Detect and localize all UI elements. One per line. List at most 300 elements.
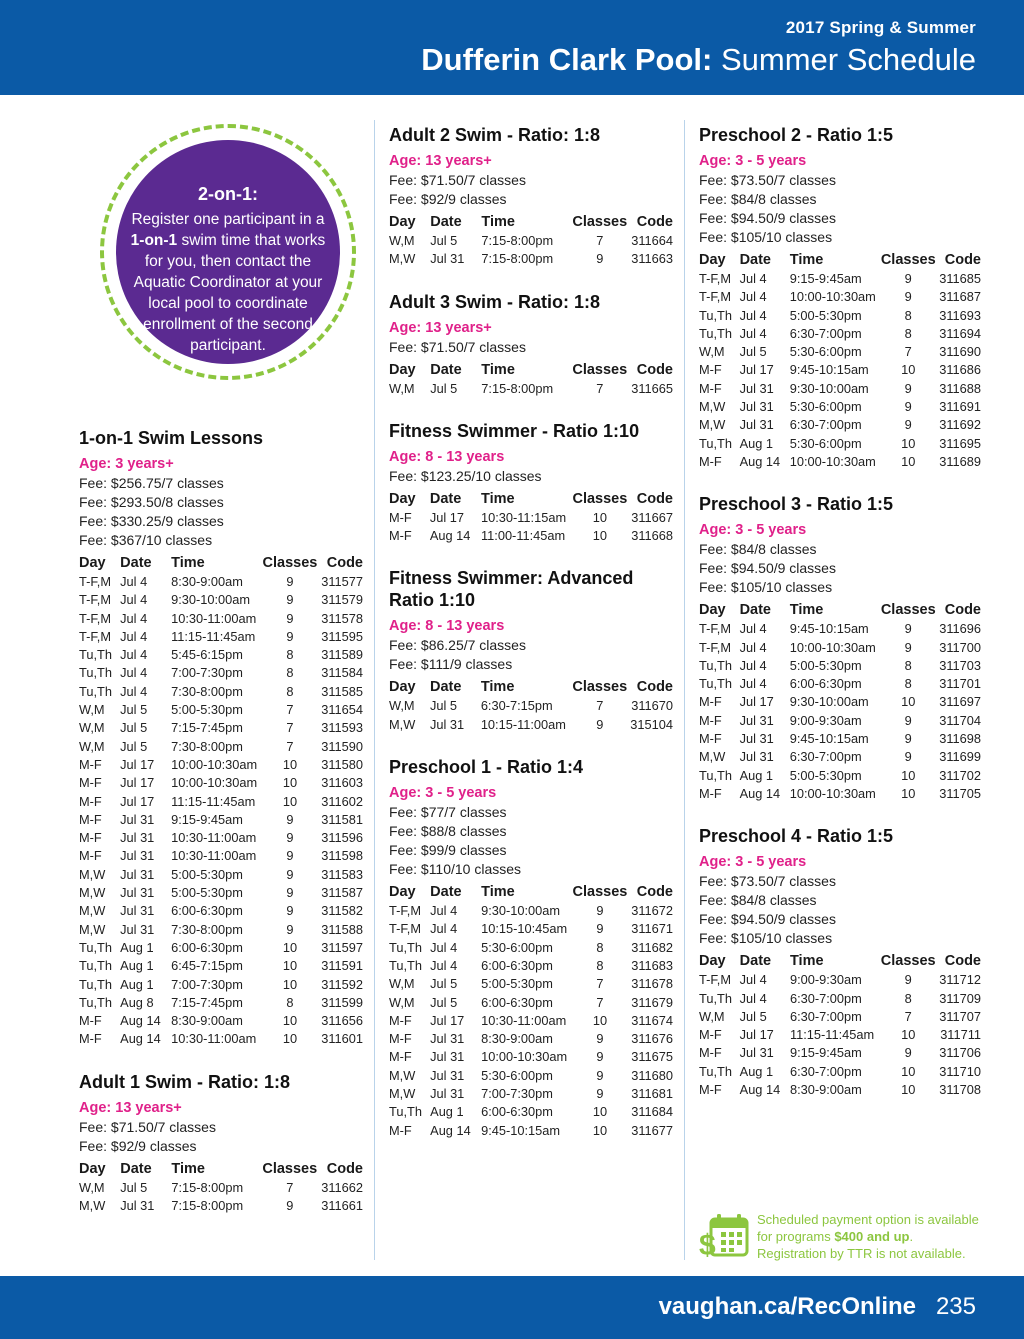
- table-header-row: [79, 1160, 363, 1179]
- cell-code: 311596: [321, 830, 363, 846]
- cell-code: 311696: [939, 621, 981, 637]
- fee-line: Fee: $94.50/9 classes: [699, 911, 836, 928]
- cell-code: 311602: [321, 793, 363, 809]
- table-row: [389, 509, 673, 527]
- table-row: [699, 1081, 981, 1099]
- table-row: [699, 639, 981, 657]
- header-day: Day: [699, 252, 726, 268]
- age-range: Age: 3 years+: [79, 456, 174, 472]
- cell-day: T-F,M: [699, 639, 731, 655]
- cell-time: 10:30-11:00am: [171, 830, 257, 846]
- cell-date: Jul 17: [120, 793, 155, 809]
- cell-day: M-F: [699, 1045, 722, 1061]
- badge-text-bold: 1-on-1: [130, 232, 178, 249]
- header-time: Time: [480, 490, 515, 507]
- cell-classes: 8: [904, 307, 912, 323]
- cell-code: 311582: [321, 903, 363, 919]
- table-row: [79, 921, 363, 939]
- table-row: [79, 738, 363, 756]
- cell-day: Tu,Th: [389, 1104, 422, 1120]
- schedule-table: [699, 601, 981, 803]
- table-row: [79, 902, 363, 920]
- cell-time: 9:30-10:00am: [171, 592, 251, 608]
- column-divider-2: [684, 120, 685, 1260]
- cell-day: Tu,Th: [699, 767, 732, 783]
- age-range: Age: 8 - 13 years: [389, 448, 505, 465]
- cell-classes: 10: [282, 793, 298, 809]
- cell-code: 311705: [939, 785, 981, 801]
- cell-classes: 9: [904, 399, 912, 415]
- cell-code: 311583: [321, 866, 363, 882]
- table-row: [699, 785, 981, 803]
- cell-classes: 9: [904, 1045, 912, 1061]
- cell-code: 311590: [321, 738, 363, 754]
- cell-date: Jul 17: [120, 775, 155, 791]
- cell-date: Jul 4: [430, 903, 458, 919]
- header-day: Day: [699, 953, 726, 970]
- program-section: [79, 1071, 363, 1216]
- cell-time: 7:15-7:45pm: [171, 720, 243, 736]
- cell-time: 7:15-8:00pm: [481, 233, 554, 248]
- schedule-table: [79, 554, 363, 1049]
- cell-day: M-F: [79, 775, 102, 791]
- cell-time: 7:15-8:00pm: [481, 380, 554, 396]
- cell-code: 311598: [321, 848, 363, 864]
- cell-classes: 8: [286, 647, 294, 663]
- header-code: Code: [636, 679, 673, 696]
- cell-date: Jul 31: [429, 716, 465, 732]
- cell-day: Tu,Th: [79, 683, 112, 699]
- cell-time: 6:45-7:15pm: [171, 958, 243, 974]
- cell-time: 9:00-9:30am: [789, 972, 862, 988]
- cell-day: Tu,Th: [79, 647, 112, 663]
- cell-code: 311599: [321, 994, 363, 1010]
- age-range: Age: 13 years+: [79, 1099, 182, 1116]
- cell-date: Jul 31: [120, 866, 155, 882]
- cell-date: Jul 31: [430, 1049, 465, 1065]
- cell-day: M-F: [699, 785, 722, 801]
- table-row: [699, 730, 981, 748]
- cell-date: Jul 4: [430, 957, 458, 973]
- cell-date: Jul 4: [739, 657, 767, 673]
- cell-date: Jul 5: [120, 738, 148, 754]
- cell-classes: 9: [596, 921, 604, 937]
- fee-line: Fee: $86.25/7 classes: [389, 637, 526, 654]
- cell-code: 311665: [631, 380, 673, 396]
- table-row: [389, 994, 673, 1012]
- cell-code: 311597: [321, 939, 363, 955]
- table-row: [79, 1179, 363, 1197]
- cell-day: M,W: [389, 1086, 416, 1102]
- table-row: [79, 701, 363, 719]
- cell-time: 5:30-6:00pm: [481, 939, 553, 955]
- cell-classes: 9: [286, 921, 294, 937]
- cell-classes: 9: [904, 289, 912, 305]
- age-range: Age: 3 - 5 years: [699, 854, 807, 871]
- cell-code: 311601: [321, 1031, 363, 1047]
- cell-date: Aug 14: [430, 1122, 471, 1138]
- header-code: Code: [326, 1160, 363, 1177]
- cell-date: Jul 5: [430, 994, 458, 1010]
- header-classes: Classes: [880, 953, 936, 970]
- cell-day: T-F,M: [699, 972, 731, 988]
- cell-day: W,M: [79, 738, 105, 754]
- table-row: [699, 361, 981, 379]
- badge-text-2: swim time that works for you, then contact the Aquatic Coordinator at your local pool to coordinate enrollment of the second participant.: [133, 232, 326, 354]
- fee-line: Fee: $330.25/9 classes: [79, 513, 224, 529]
- cell-day: M-F: [699, 1027, 722, 1043]
- page-header: [0, 0, 1024, 95]
- cell-date: Jul 4: [739, 271, 767, 286]
- cell-day: Tu,Th: [389, 939, 422, 955]
- cell-day: M-F: [79, 848, 102, 864]
- cell-date: Aug 8: [120, 994, 154, 1010]
- cell-classes: 10: [901, 453, 916, 469]
- table-row: [389, 939, 673, 957]
- cell-date: Jul 4: [739, 676, 767, 692]
- cell-time: 10:30-11:15am: [480, 509, 567, 525]
- cell-day: M,W: [79, 866, 106, 882]
- cell-classes: 8: [286, 994, 294, 1010]
- cell-code: 311654: [321, 702, 363, 718]
- cell-code: 311688: [939, 380, 981, 396]
- section-title: Adult 2 Swim - Ratio: 1:8: [389, 125, 601, 145]
- table-row: [79, 664, 363, 682]
- cell-time: 6:00-6:30pm: [481, 1104, 553, 1120]
- column-middle: [389, 124, 673, 1162]
- cell-date: Jul 4: [739, 621, 767, 637]
- age-range: Age: 3 - 5 years: [699, 153, 807, 169]
- header-code: Code: [944, 602, 981, 619]
- cell-date: Aug 14: [739, 785, 781, 801]
- cell-classes: 7: [596, 233, 604, 248]
- cell-day: M-F: [389, 1031, 412, 1047]
- age-range: Age: 3 - 5 years: [699, 522, 807, 539]
- fee-line: Fee: $92/9 classes: [389, 191, 507, 207]
- cell-classes: 10: [282, 939, 298, 955]
- cell-classes: 10: [901, 362, 916, 378]
- header-date: Date: [120, 1160, 152, 1177]
- svg-text:$: $: [699, 1229, 716, 1259]
- table-row: [79, 939, 363, 957]
- badge-body: [116, 209, 340, 356]
- cell-day: M,W: [79, 885, 106, 901]
- cell-date: Jul 31: [120, 903, 155, 919]
- cell-date: Jul 4: [120, 610, 148, 626]
- fee-line: Fee: $71.50/7 classes: [389, 338, 526, 355]
- cell-classes: 9: [286, 811, 294, 827]
- schedule-table: [389, 678, 673, 734]
- page-title: [421, 42, 976, 78]
- cell-time: 6:00-6:30pm: [171, 903, 243, 919]
- cell-day: M-F: [79, 811, 102, 827]
- cell-time: 5:30-6:00pm: [481, 1067, 553, 1083]
- cell-day: T-F,M: [79, 610, 111, 626]
- cell-time: 7:30-8:00pm: [171, 683, 243, 699]
- table-row: [79, 591, 363, 609]
- cell-classes: 10: [901, 1027, 916, 1043]
- cell-day: M-F: [699, 362, 722, 378]
- cell-date: Jul 4: [739, 972, 767, 988]
- cell-day: M-F: [699, 731, 722, 747]
- cell-classes: 8: [596, 957, 604, 973]
- cell-classes: 10: [592, 1104, 608, 1120]
- header-classes: Classes: [880, 252, 936, 268]
- program-section: [389, 124, 673, 269]
- cell-date: Aug 14: [739, 453, 781, 469]
- fee-line: Fee: $71.50/7 classes: [79, 1118, 216, 1135]
- cell-time: 7:00-7:30pm: [171, 976, 243, 992]
- cell-date: Aug 14: [739, 1082, 781, 1098]
- cell-time: 5:00-5:30pm: [171, 702, 243, 718]
- cell-day: M-F: [389, 1122, 412, 1138]
- cell-day: M-F: [389, 509, 412, 525]
- cell-day: W,M: [79, 702, 105, 718]
- table-row: [389, 1103, 673, 1121]
- cell-code: 311689: [939, 453, 981, 469]
- cell-classes: 7: [596, 976, 604, 992]
- fee-line: Fee: $293.50/8 classes: [79, 494, 224, 510]
- cell-day: M-F: [699, 380, 722, 396]
- header-classes: Classes: [572, 884, 628, 901]
- cell-date: Jul 4: [120, 574, 148, 589]
- cell-day: Tu,Th: [79, 994, 112, 1010]
- cell-day: T-F,M: [389, 921, 421, 937]
- cell-date: Aug 14: [120, 1031, 161, 1047]
- cell-day: M-F: [699, 712, 722, 728]
- cell-code: 311690: [939, 344, 981, 360]
- cell-code: 311595: [321, 628, 363, 644]
- table-row: [699, 435, 981, 453]
- cell-date: Aug 1: [120, 958, 154, 974]
- cell-date: Jul 5: [430, 380, 458, 396]
- cell-time: 7:15-8:00pm: [171, 1198, 244, 1214]
- column-right: [699, 124, 981, 1121]
- cell-code: 311676: [631, 1031, 673, 1047]
- cell-code: 311711: [940, 1027, 981, 1043]
- cell-code: 311577: [321, 574, 363, 589]
- cell-classes: 8: [904, 676, 912, 692]
- cell-classes: 9: [596, 716, 604, 732]
- cell-code: 311661: [321, 1198, 363, 1214]
- cell-day: M,W: [389, 251, 416, 267]
- table-row: [389, 697, 673, 715]
- cell-day: M,W: [699, 399, 726, 415]
- cell-code: 315104: [630, 716, 673, 732]
- table-row: [389, 1012, 673, 1030]
- cell-code: 311667: [631, 509, 673, 525]
- cell-classes: 9: [286, 574, 294, 589]
- section-title: Adult 3 Swim - Ratio: 1:8: [389, 291, 601, 312]
- page-number: 235: [935, 1293, 976, 1320]
- header-time: Time: [789, 252, 824, 268]
- cell-date: Jul 4: [120, 592, 148, 608]
- program-section: [699, 124, 981, 471]
- cell-code: 311699: [939, 749, 981, 765]
- cell-date: Aug 1: [739, 1063, 774, 1079]
- cell-day: M-F: [79, 1031, 102, 1047]
- cell-time: 11:00-11:45am: [480, 528, 566, 544]
- header-date: Date: [120, 555, 152, 571]
- cell-code: 311706: [939, 1045, 981, 1061]
- cell-date: Jul 31: [120, 1198, 155, 1214]
- table-header-row: [79, 554, 363, 573]
- cell-classes: 10: [282, 1013, 298, 1029]
- cell-time: 9:00-9:30am: [789, 712, 862, 728]
- cell-classes: 10: [282, 775, 298, 791]
- table-row: [389, 1067, 673, 1085]
- header-classes: Classes: [572, 490, 628, 507]
- header-day: Day: [79, 555, 106, 571]
- payment-note-text: [757, 1211, 979, 1262]
- cell-code: 311687: [939, 289, 981, 305]
- header-day: Day: [389, 490, 416, 507]
- table-row: [79, 683, 363, 701]
- table-row: [699, 675, 981, 693]
- cell-time: 6:30-7:15pm: [480, 698, 553, 714]
- table-row: [389, 527, 673, 545]
- cell-time: 7:00-7:30pm: [171, 665, 243, 681]
- badge-text-1: Register one participant in a: [131, 211, 325, 228]
- cell-code: 311701: [939, 676, 981, 692]
- schedule-table: [389, 213, 673, 269]
- program-section: [699, 493, 981, 803]
- table-row: [79, 628, 363, 646]
- table-row: [79, 976, 363, 994]
- fee-line: Fee: $123.25/10 classes: [389, 467, 542, 484]
- cell-code: 311662: [321, 1179, 363, 1195]
- column-divider-1: [374, 120, 375, 1260]
- fee-line: Fee: $256.75/7 classes: [79, 475, 224, 491]
- cell-day: M-F: [389, 1012, 412, 1028]
- cell-date: Jul 5: [739, 344, 767, 360]
- cell-code: 311592: [321, 976, 363, 992]
- program-section: [389, 291, 673, 398]
- cell-time: 5:45-6:15pm: [171, 647, 243, 663]
- header-date: Date: [429, 679, 462, 696]
- cell-classes: 10: [592, 1122, 608, 1138]
- cell-classes: 10: [282, 756, 298, 772]
- program-section: [79, 427, 363, 1049]
- header-classes: Classes: [262, 555, 318, 571]
- table-row: [699, 620, 981, 638]
- table-row: [389, 920, 673, 938]
- cell-date: Jul 4: [739, 639, 767, 655]
- cell-date: Jul 31: [430, 1031, 465, 1047]
- cell-code: 311585: [321, 683, 363, 699]
- cell-code: 311702: [939, 767, 981, 783]
- cell-code: 311692: [939, 417, 981, 433]
- cell-day: M-F: [79, 830, 102, 846]
- cell-date: Jul 4: [120, 683, 148, 699]
- cell-date: Jul 5: [120, 720, 148, 736]
- cell-date: Jul 31: [430, 1067, 465, 1083]
- cell-code: 311707: [939, 1008, 981, 1024]
- cell-date: Jul 4: [120, 665, 148, 681]
- cell-code: 311579: [321, 592, 363, 608]
- cell-time: 10:00-10:30am: [481, 1049, 568, 1065]
- header-time: Time: [481, 361, 515, 378]
- cell-code: 311578: [321, 610, 363, 626]
- age-range: Age: 8 - 13 years: [389, 618, 505, 635]
- table-header-row: [389, 213, 673, 232]
- cell-classes: 10: [282, 958, 298, 974]
- table-header-row: [699, 952, 981, 971]
- header-classes: Classes: [572, 679, 628, 696]
- cell-time: 6:00-6:30pm: [481, 994, 553, 1010]
- cell-code: 311670: [631, 698, 673, 714]
- cell-classes: 10: [592, 1012, 608, 1028]
- cell-classes: 8: [904, 990, 912, 1006]
- cell-code: 311680: [631, 1067, 673, 1083]
- season-label: 2017 Spring & Summer: [785, 18, 976, 37]
- cell-classes: 10: [901, 1082, 916, 1098]
- cell-time: 6:30-7:00pm: [789, 1063, 862, 1079]
- fee-line: Fee: $105/10 classes: [699, 930, 833, 947]
- header-classes: Classes: [572, 214, 628, 230]
- cell-time: 10:00-10:30am: [789, 453, 876, 469]
- cell-date: Jul 4: [739, 325, 767, 341]
- fee-line: Fee: $105/10 classes: [699, 579, 833, 596]
- badge-title: 2-on-1:: [198, 184, 258, 204]
- cell-time: 5:00-5:30pm: [171, 885, 243, 901]
- cell-time: 6:30-7:00pm: [789, 990, 862, 1006]
- cell-date: Jul 17: [739, 694, 774, 710]
- cell-classes: 8: [904, 657, 912, 673]
- fee-line: Fee: $88/8 classes: [389, 823, 507, 840]
- page-footer: [0, 1276, 1024, 1339]
- cell-day: M-F: [389, 528, 412, 544]
- cell-day: T-F,M: [79, 574, 111, 589]
- cell-classes: 9: [596, 1031, 604, 1047]
- table-row: [79, 1030, 363, 1048]
- cell-code: 311678: [631, 976, 673, 992]
- cell-classes: 7: [286, 1179, 294, 1195]
- website-link[interactable]: [659, 1293, 916, 1321]
- cell-classes: 9: [286, 1198, 294, 1214]
- cell-day: M,W: [389, 1067, 416, 1083]
- cell-time: 5:00-5:30pm: [171, 866, 243, 882]
- cell-time: 9:15-9:45am: [789, 1045, 862, 1061]
- cell-time: 7:30-8:00pm: [171, 738, 243, 754]
- cell-classes: 9: [904, 271, 912, 286]
- fee-line: Fee: $110/10 classes: [389, 861, 522, 878]
- cell-time: 9:15-9:45am: [171, 811, 243, 827]
- cell-date: Jul 31: [739, 417, 774, 433]
- schedule-table: [699, 251, 981, 471]
- table-row: [389, 232, 673, 250]
- cell-classes: 10: [592, 528, 607, 544]
- fee-line: Fee: $84/8 classes: [699, 892, 817, 909]
- cell-code: 311710: [939, 1063, 981, 1079]
- cell-code: 311708: [939, 1082, 981, 1098]
- cell-classes: 10: [282, 976, 298, 992]
- cell-classes: 8: [286, 665, 294, 681]
- site-path: RecOnline: [797, 1293, 916, 1320]
- cell-day: Tu,Th: [79, 665, 112, 681]
- cell-time: 6:00-6:30pm: [171, 939, 243, 955]
- cell-day: W,M: [389, 698, 415, 714]
- payment-note: [699, 1211, 989, 1267]
- table-row: [699, 288, 981, 306]
- cell-code: 311671: [631, 921, 673, 937]
- cell-date: Jul 4: [739, 289, 767, 305]
- age-range: Age: 3 - 5 years: [389, 785, 497, 802]
- table-row: [389, 716, 673, 734]
- cell-date: Jul 17: [429, 509, 464, 525]
- cell-day: Tu,Th: [79, 958, 112, 974]
- calendar-dollar-icon: [699, 1213, 749, 1259]
